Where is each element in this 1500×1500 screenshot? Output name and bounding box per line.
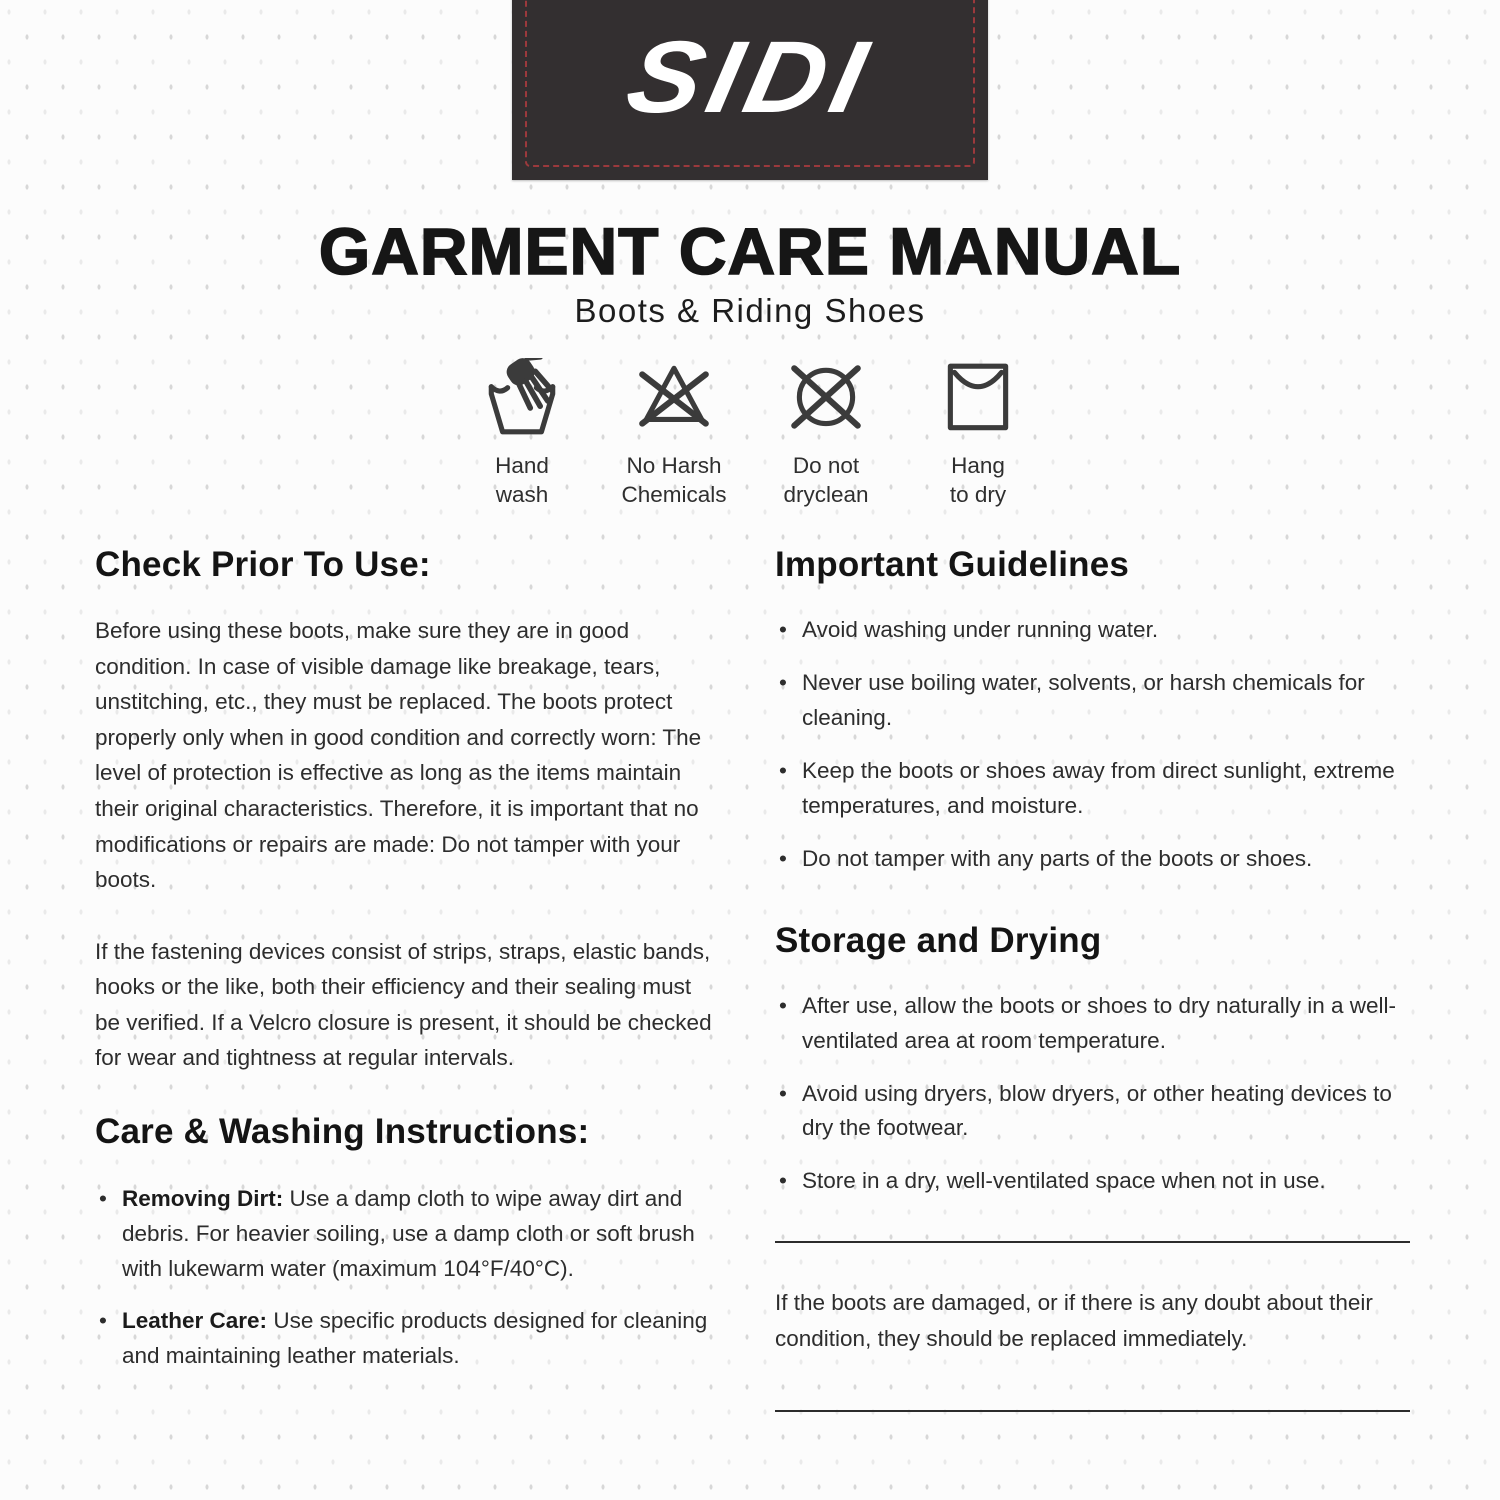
check-prior-paragraph-1: Before using these boots, make sure they are in good condition. In case of visible damage like breakage, tears, unstitching, etc., they must be replaced. The boots protect properly only when in good condition and correctly worn: The level of protection is effective as long as the items maintain their original characteristics. Therefore, it is important that no modifications or repairs are made: Do not tamper with your boots. (95, 618, 702, 893)
care-instruction-item (95, 1182, 717, 1287)
page-subtitle: Boots & Riding Shoes (574, 292, 926, 329)
care-icon-hang-dry (919, 358, 1037, 510)
guideline-item: • Do not tamper with any parts of the boots or shoes. (775, 842, 1410, 877)
no-chemicals-icon (631, 358, 717, 440)
care-icon-label: Hang to dry (949, 453, 1007, 507)
guideline-item: • Keep the boots or shoes away from direct sunlight, extreme temperatures, and moisture. (775, 754, 1410, 824)
storage-item: • Store in a dry, well-ventilated space when not in use. (775, 1164, 1410, 1199)
care-instructions-list (95, 1182, 717, 1373)
section-heading-care-washing: Care & Washing Instructions: (95, 1111, 590, 1151)
care-icon-label: Hand wash (495, 453, 549, 507)
section-heading-guidelines: Important Guidelines (775, 545, 1130, 584)
hand-wash-icon (479, 358, 565, 440)
guideline-item: • Avoid washing under running water. (775, 613, 1410, 648)
care-instruction-item (95, 1304, 717, 1374)
care-icon-no-chemicals (615, 358, 733, 510)
page-title: GARMENT CARE MANUAL (318, 214, 1182, 288)
care-icons-row (0, 358, 1500, 510)
section-heading-check-prior: Check Prior To Use: (95, 545, 431, 584)
guidelines-list (775, 613, 1410, 876)
sidi-logo: SIDI (617, 20, 883, 134)
care-instruction-lead: Removing Dirt: (122, 1186, 284, 1212)
care-icon-label: No Harsh Chemicals (621, 453, 727, 507)
replacement-note: If the boots are damaged, or if there is any doubt about their condition, they should be replaced immediately. (775, 1290, 1373, 1351)
storage-item: • Avoid using dryers, blow dryers, or other heating devices to dry the footwear. (775, 1077, 1410, 1147)
left-column (95, 545, 717, 1412)
storage-list (775, 989, 1410, 1199)
hang-to-dry-icon (935, 358, 1021, 440)
care-icon-no-dryclean (767, 358, 885, 510)
storage-item: • After use, allow the boots or shoes to dry naturally in a well-ventilated area at room temperature. (775, 989, 1410, 1059)
guideline-item: • Never use boiling water, solvents, or harsh chemicals for cleaning. (775, 666, 1410, 736)
check-prior-paragraph-2: If the fastening devices consist of strips, straps, elastic bands, hooks or the like, both their efficiency and their sealing must be verified. If a Velcro closure is present, it should be checked for wear and tightness at regular intervals. (95, 938, 712, 1071)
care-instruction-text: Use specific products designed for cleaning and maintaining leather materials. (122, 1307, 708, 1368)
divider-top (775, 1241, 1410, 1243)
right-column (775, 545, 1410, 1412)
care-instruction-text: Use a damp cloth to wipe away dirt and debris. For heavier soiling, use a damp cloth or soft brush with lukewarm water (maximum 104°F/40°C). (122, 1186, 695, 1281)
no-dryclean-icon (783, 358, 869, 440)
care-icon-label: Do not dryclean (783, 453, 869, 507)
section-heading-storage: Storage and Drying (775, 920, 1102, 960)
divider-bottom (775, 1410, 1410, 1412)
sidi-logo-patch (512, 0, 988, 180)
care-instruction-lead: Leather Care: (122, 1307, 268, 1333)
content-columns (95, 545, 1410, 1412)
care-icon-hand-wash (463, 358, 581, 510)
